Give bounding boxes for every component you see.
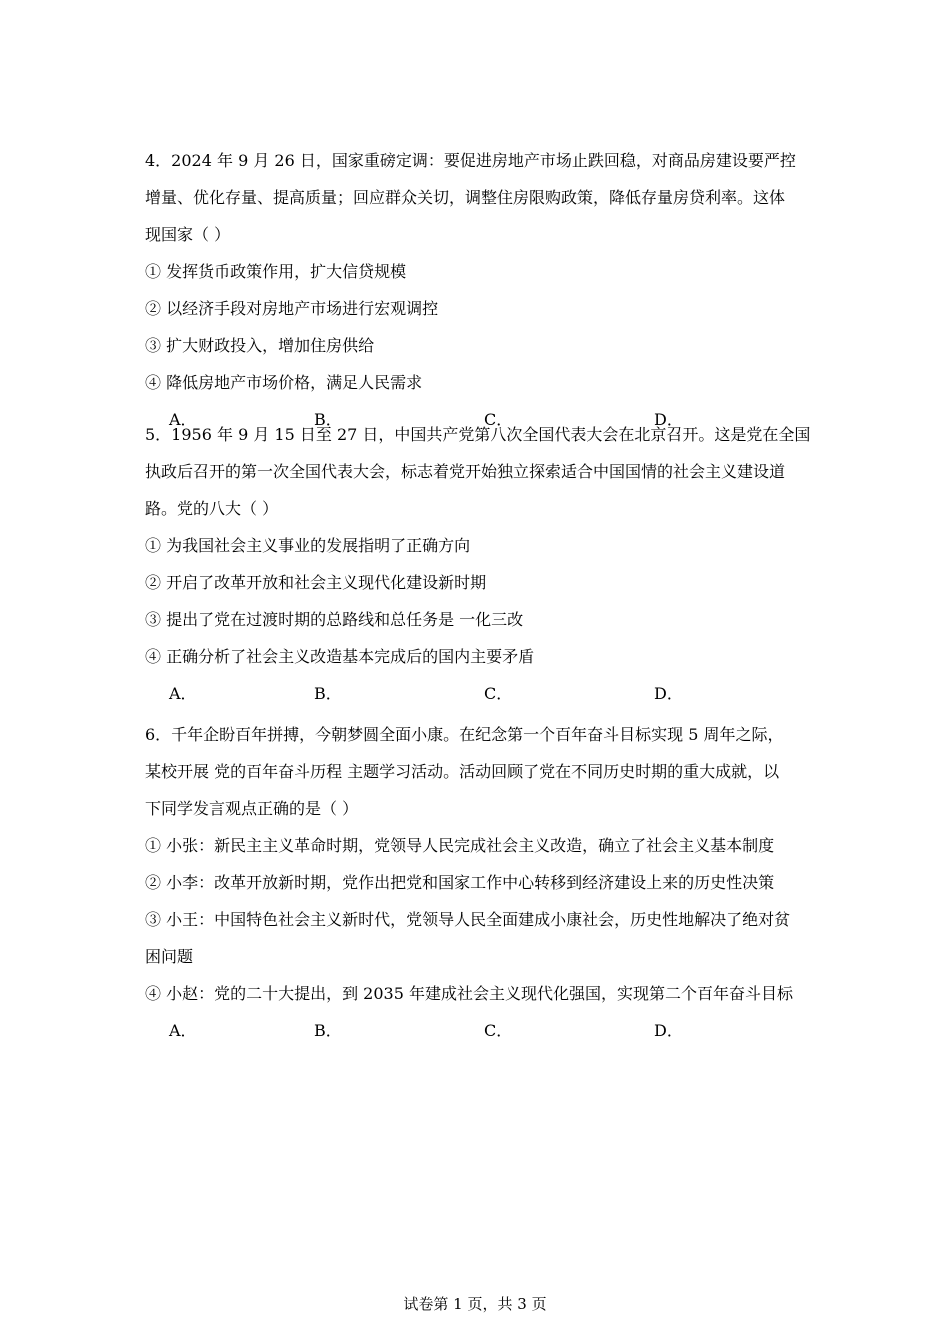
- option-d[interactable]: D．: [654, 410, 683, 429]
- option-b[interactable]: B．: [314, 410, 342, 429]
- statement-3: ③ 提出了党在过渡时期的总路线和总任务是 一化三改: [145, 610, 524, 629]
- question-stem-line: 4．2024 年 9 月 26 日，国家重磅定调：要促进房地产市场止跌回稳，对商品房建设要严控: [145, 151, 796, 170]
- statement-2: ② 以经济手段对房地产市场进行宏观调控: [145, 299, 439, 318]
- statement-3: ③ 扩大财政投入，增加住房供给: [145, 336, 375, 355]
- question-stem-line: 路。党的八大（ ）: [145, 499, 279, 518]
- option-b[interactable]: B．: [314, 1021, 342, 1040]
- statement-2: ② 小李：改革开放新时期，党作出把党和国家工作中心转移到经济建设上来的历史性决策: [145, 873, 775, 892]
- question-stem-line: 5．1956 年 9 月 15 日至 27 日，中国共产党第八次全国代表大会在北京召开。这是党在全国: [145, 425, 811, 444]
- question-6: [145, 716, 835, 1049]
- statement-3-continued: 困问题: [145, 947, 194, 966]
- option-b[interactable]: B．: [314, 684, 342, 703]
- option-c[interactable]: C．: [484, 410, 513, 429]
- option-c[interactable]: C．: [484, 684, 513, 703]
- page-footer: 试卷第 1 页，共 3 页: [403, 1295, 547, 1313]
- question-stem-line: 下同学发言观点正确的是（ ）: [145, 799, 359, 818]
- statement-1: ① 小张：新民主主义革命时期，党领导人民完成社会主义改造，确立了社会主义基本制度: [145, 836, 775, 855]
- option-d[interactable]: D．: [654, 1021, 683, 1040]
- statement-4: ④ 正确分析了社会主义改造基本完成后的国内主要矛盾: [145, 647, 535, 666]
- option-d[interactable]: D．: [654, 684, 683, 703]
- statement-3: ③ 小王：中国特色社会主义新时代，党领导人民全面建成小康社会，历史性地解决了绝对贫: [145, 910, 791, 929]
- question-stem-line: 执政后召开的第一次全国代表大会，标志着党开始独立探索适合中国国情的社会主义建设道: [145, 462, 786, 481]
- option-a[interactable]: A．: [169, 1021, 197, 1040]
- answer-options: [145, 675, 835, 712]
- question-stem-line: 增量、优化存量、提高质量；回应群众关切，调整住房限购政策，降低存量房贷利率。这体: [145, 188, 786, 207]
- question-stem-line: 现国家（ ）: [145, 225, 231, 244]
- option-c[interactable]: C．: [484, 1021, 513, 1040]
- statement-2: ② 开启了改革开放和社会主义现代化建设新时期: [145, 573, 487, 592]
- answer-options: [145, 1012, 835, 1049]
- statement-1: ① 为我国社会主义事业的发展指明了正确方向: [145, 536, 471, 555]
- question-stem-line: 某校开展 党的百年奋斗历程 主题学习活动。活动回顾了党在不同历史时期的重大成就，以: [145, 762, 780, 781]
- question-stem-line: 6．千年企盼百年拼搏，今朝梦圆全面小康。在纪念第一个百年奋斗目标实现 5 周年之际，: [145, 725, 784, 744]
- statement-1: ① 发挥货币政策作用，扩大信贷规模: [145, 262, 407, 281]
- option-a[interactable]: A．: [169, 410, 197, 429]
- question-5: [145, 416, 835, 712]
- statement-4: ④ 小赵：党的二十大提出，到 2035 年建成社会主义现代化强国，实现第二个百年奋斗目标: [145, 984, 793, 1003]
- statement-4: ④ 降低房地产市场价格，满足人民需求: [145, 373, 423, 392]
- question-4: [145, 142, 835, 438]
- option-a[interactable]: A．: [169, 684, 197, 703]
